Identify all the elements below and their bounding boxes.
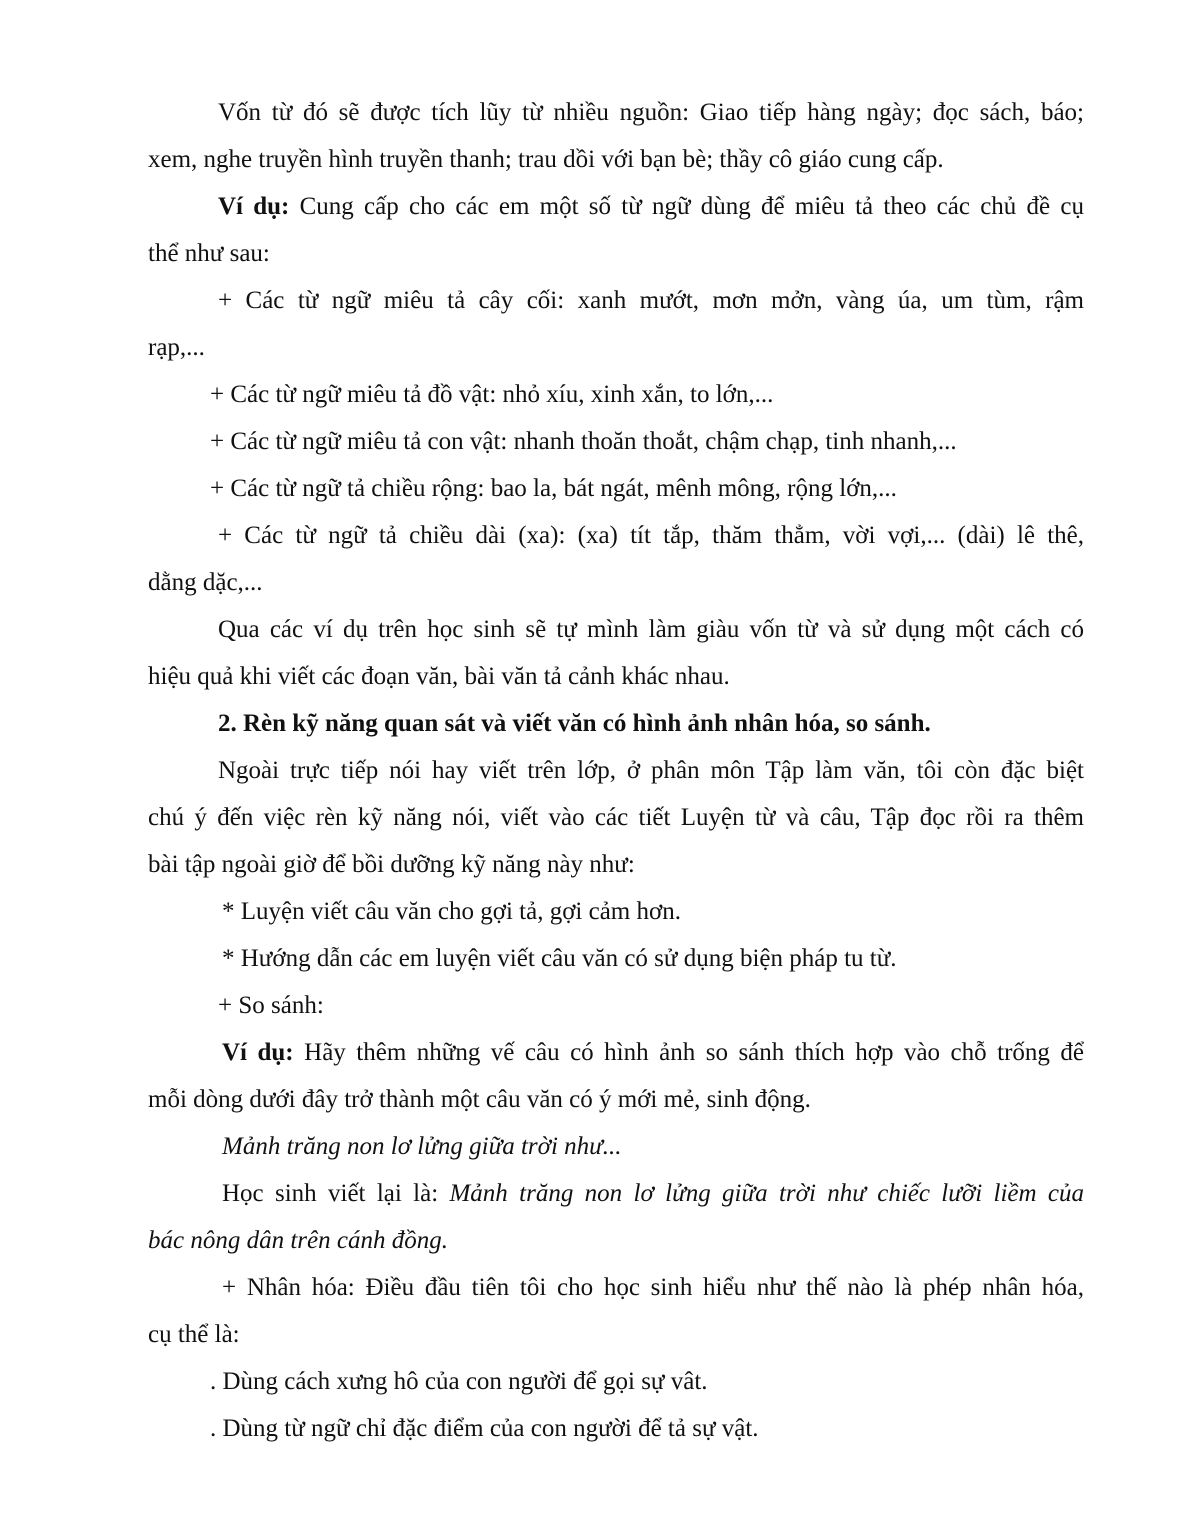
list-item: + Nhân hóa: Điều đầu tiên tôi cho học sinh hiểu như thế nào là phép nhân hóa, <box>222 1274 1084 1301</box>
example-text: Hãy thêm những vế câu có hình ảnh so sánh thích hợp vào chỗ trống để <box>293 1039 1085 1066</box>
list-item: + Các từ ngữ miêu tả cây cối: xanh mướt, mơn mởn, vàng úa, um tùm, rậm <box>218 287 1084 314</box>
student-answer-line <box>222 1179 1084 1209</box>
student-label: Học sinh viết lại là: <box>222 1180 450 1207</box>
dot-item: . Dùng từ ngữ chỉ đặc điểm của con người để tả sự vật. <box>210 1415 759 1442</box>
paragraph-line: chú ý đến việc rèn kỹ năng nói, viết vào các tiết Luyện từ và câu, Tập đọc rồi ra thêm <box>148 804 1084 831</box>
paragraph-line: Ngoài trực tiếp nói hay viết trên lớp, ở phân môn Tập làm văn, tôi còn đặc biệt <box>218 757 1084 784</box>
list-item: + Các từ ngữ tả chiều dài (xa): (xa) tít tắp, thăm thẳm, vời vợi,... (dài) lê thê, <box>218 522 1084 549</box>
paragraph-line: bài tập ngoài giờ để bồi dưỡng kỹ năng này như: <box>148 851 635 878</box>
paragraph-line: thể như sau: <box>148 240 270 267</box>
paragraph-line: Vốn từ đó sẽ được tích lũy từ nhiều nguồn: Giao tiếp hàng ngày; đọc sách, báo; <box>218 99 1084 126</box>
dot-item: . Dùng cách xưng hô của con người để gọi sự vât. <box>210 1368 708 1395</box>
example-line <box>218 192 1084 222</box>
section-heading: 2. Rèn kỹ năng quan sát và viết văn có hình ảnh nhân hóa, so sánh. <box>218 710 931 737</box>
student-answer-continuation: bác nông dân trên cánh đồng. <box>148 1227 448 1254</box>
list-item-continuation: cụ thể là: <box>148 1321 240 1348</box>
list-item: + Các từ ngữ miêu tả con vật: nhanh thoăn thoắt, chậm chạp, tinh nhanh,... <box>210 428 957 455</box>
paragraph-line: hiệu quả khi viết các đoạn văn, bài văn tả cảnh khác nhau. <box>148 663 730 690</box>
example-label: Ví dụ: <box>222 1039 294 1066</box>
example-text: Cung cấp cho các em một số từ ngữ dùng để miêu tả theo các chủ đề cụ <box>289 193 1084 220</box>
paragraph-line: xem, nghe truyền hình truyền thanh; trau dồi với bạn bè; thầy cô giáo cung cấp. <box>148 146 944 173</box>
paragraph-line: Qua các ví dụ trên học sinh sẽ tự mình làm giàu vốn từ và sử dụng một cách có <box>218 616 1084 643</box>
list-item: + Các từ ngữ miêu tả đồ vật: nhỏ xíu, xinh xắn, to lớn,... <box>210 381 774 408</box>
italic-prompt: Mảnh trăng non lơ lửng giữa trời như... <box>222 1133 622 1160</box>
list-item-continuation: dằng dặc,... <box>148 569 263 596</box>
example-label: Ví dụ: <box>218 193 290 220</box>
list-item: + Các từ ngữ tả chiều rộng: bao la, bát ngát, mênh mông, rộng lớn,... <box>210 475 897 502</box>
student-answer: Mảnh trăng non lơ lửng giữa trời như chiếc lưỡi liềm của <box>449 1180 1084 1207</box>
bullet-item: * Hướng dẫn các em luyện viết câu văn có sử dụng biện pháp tu từ. <box>222 945 897 972</box>
list-item: + So sánh: <box>218 992 324 1019</box>
bullet-item: * Luyện viết câu văn cho gợi tả, gợi cảm hơn. <box>222 898 681 925</box>
example-line <box>222 1038 1084 1068</box>
list-item-continuation: rạp,... <box>148 334 205 361</box>
paragraph-line: mỗi dòng dưới đây trở thành một câu văn có ý mới mẻ, sinh động. <box>148 1086 811 1113</box>
